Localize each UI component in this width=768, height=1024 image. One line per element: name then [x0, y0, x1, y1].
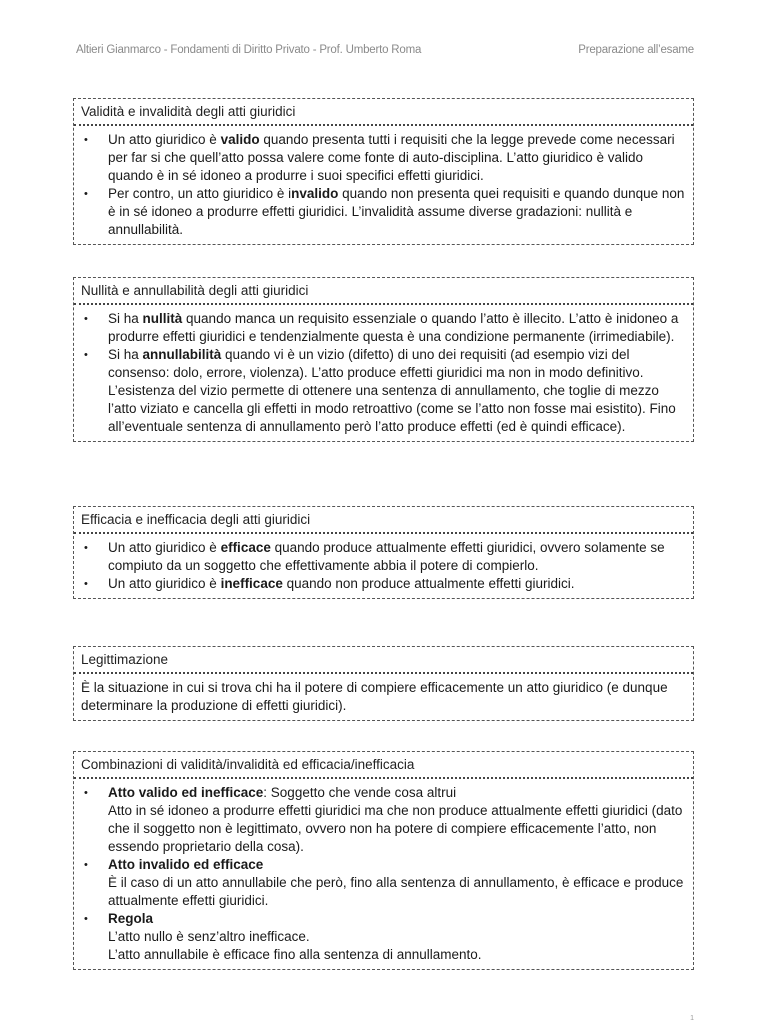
list-item: • Per contro, un atto giuridico è invalido quando non presenta quei requisiti e quando dunque non è in sé idoneo a produrre effetti giuridici. L’invalidità assume diverse gradazioni: nullità e annullabilità. [84, 186, 685, 237]
section-combinazioni [73, 751, 694, 970]
list-item: • Un atto giuridico è inefficace quando non produce attualmente effetti giuridici. [84, 576, 575, 591]
section-title: Legittimazione [74, 647, 693, 674]
bullet-icon: • [84, 313, 88, 325]
bullet-list [81, 539, 686, 593]
list-item: • Si ha nullità quando manca un requisito essenziale o quando l’atto è illecito. L’atto è inidoneo a produrre effetti giuridici e tendenzialmente questa è una condizione permanente (irrimediabile). [84, 311, 679, 344]
section-text: È la situazione in cui si trova chi ha il potere di compiere efficacemente un atto giuridico (e dunque determinare la produzione di effetti giuridici). [81, 680, 668, 713]
section-validita [73, 98, 694, 245]
header-right: Preparazione all’esame [578, 44, 694, 56]
list-item: • Un atto giuridico è efficace quando produce attualmente effetti giuridici, ovvero solamente se compiuto da un soggetto che effettivamente abbia il potere di compierlo. [84, 540, 665, 573]
section-title: Validità e invalidità degli atti giuridici [74, 99, 693, 126]
page-number: 1 [690, 1015, 694, 1022]
section-title: Efficacia e inefficacia degli atti giuridici [74, 507, 693, 534]
section-title: Nullità e annullabilità degli atti giuridici [74, 278, 693, 305]
bullet-icon: • [84, 578, 88, 590]
section-title: Combinazioni di validità/invalidità ed efficacia/inefficacia [74, 752, 693, 779]
list-item: • Atto valido ed inefficace: Soggetto che vende cosa altrui Atto in sé idoneo a produrre effetti giuridici ma che non produce attualmente effetti giuridici (dato che il soggetto non è legittimato, ovvero non ha potere di compiere efficacemente l’atto, non essendo proprietario della cosa). [84, 785, 683, 854]
section-efficacia [73, 506, 694, 599]
bullet-icon: • [84, 134, 88, 146]
bullet-icon: • [84, 913, 88, 925]
bullet-list [81, 784, 686, 964]
list-item: • Regola L’atto nullo è senz’altro inefficace. L’atto annullabile è efficace fino alla sentenza di annullamento. [84, 911, 482, 962]
bullet-icon: • [84, 859, 88, 871]
header-left: Altieri Gianmarco - Fondamenti di Diritto Privato - Prof. Umberto Roma [76, 44, 422, 56]
bullet-icon: • [84, 787, 88, 799]
bullet-icon: • [84, 188, 88, 200]
list-item: • Un atto giuridico è valido quando presenta tutti i requisiti che la legge prevede come necessari per far si che quell’atto possa valere come fonte di auto-disciplina. L’atto giuridico è valido quando è in sé idoneo a produrre i suoi specifici effetti giuridici. [84, 132, 675, 183]
page-header [76, 44, 694, 56]
list-item: • Atto invalido ed efficace È il caso di un atto annullabile che però, fino alla sentenza di annullamento, è efficace e produce attualmente effetti giuridici. [84, 857, 684, 908]
bullet-icon: • [84, 542, 88, 554]
bullet-list [81, 131, 686, 239]
section-nullita [73, 277, 694, 442]
section-legittimazione [73, 646, 694, 721]
bullet-list [81, 310, 686, 436]
list-item: • Si ha annullabilità quando vi è un vizio (difetto) di uno dei requisiti (ad esempio vizi del consenso: dolo, errore, violenza). L’atto produce effetti giuridici ma non in modo definitivo. L’esistenza del vizio permette di ottenere una sentenza di annullamento, che toglie di mezzo l’atto viziato e cancella gli effetti in modo retroattivo (come se l’atto non fosse mai esistito). Fino all’eventuale sentenza di annullamento però l’atto produce effetti (ed è quindi efficace). [84, 347, 676, 434]
bullet-icon: • [84, 349, 88, 361]
